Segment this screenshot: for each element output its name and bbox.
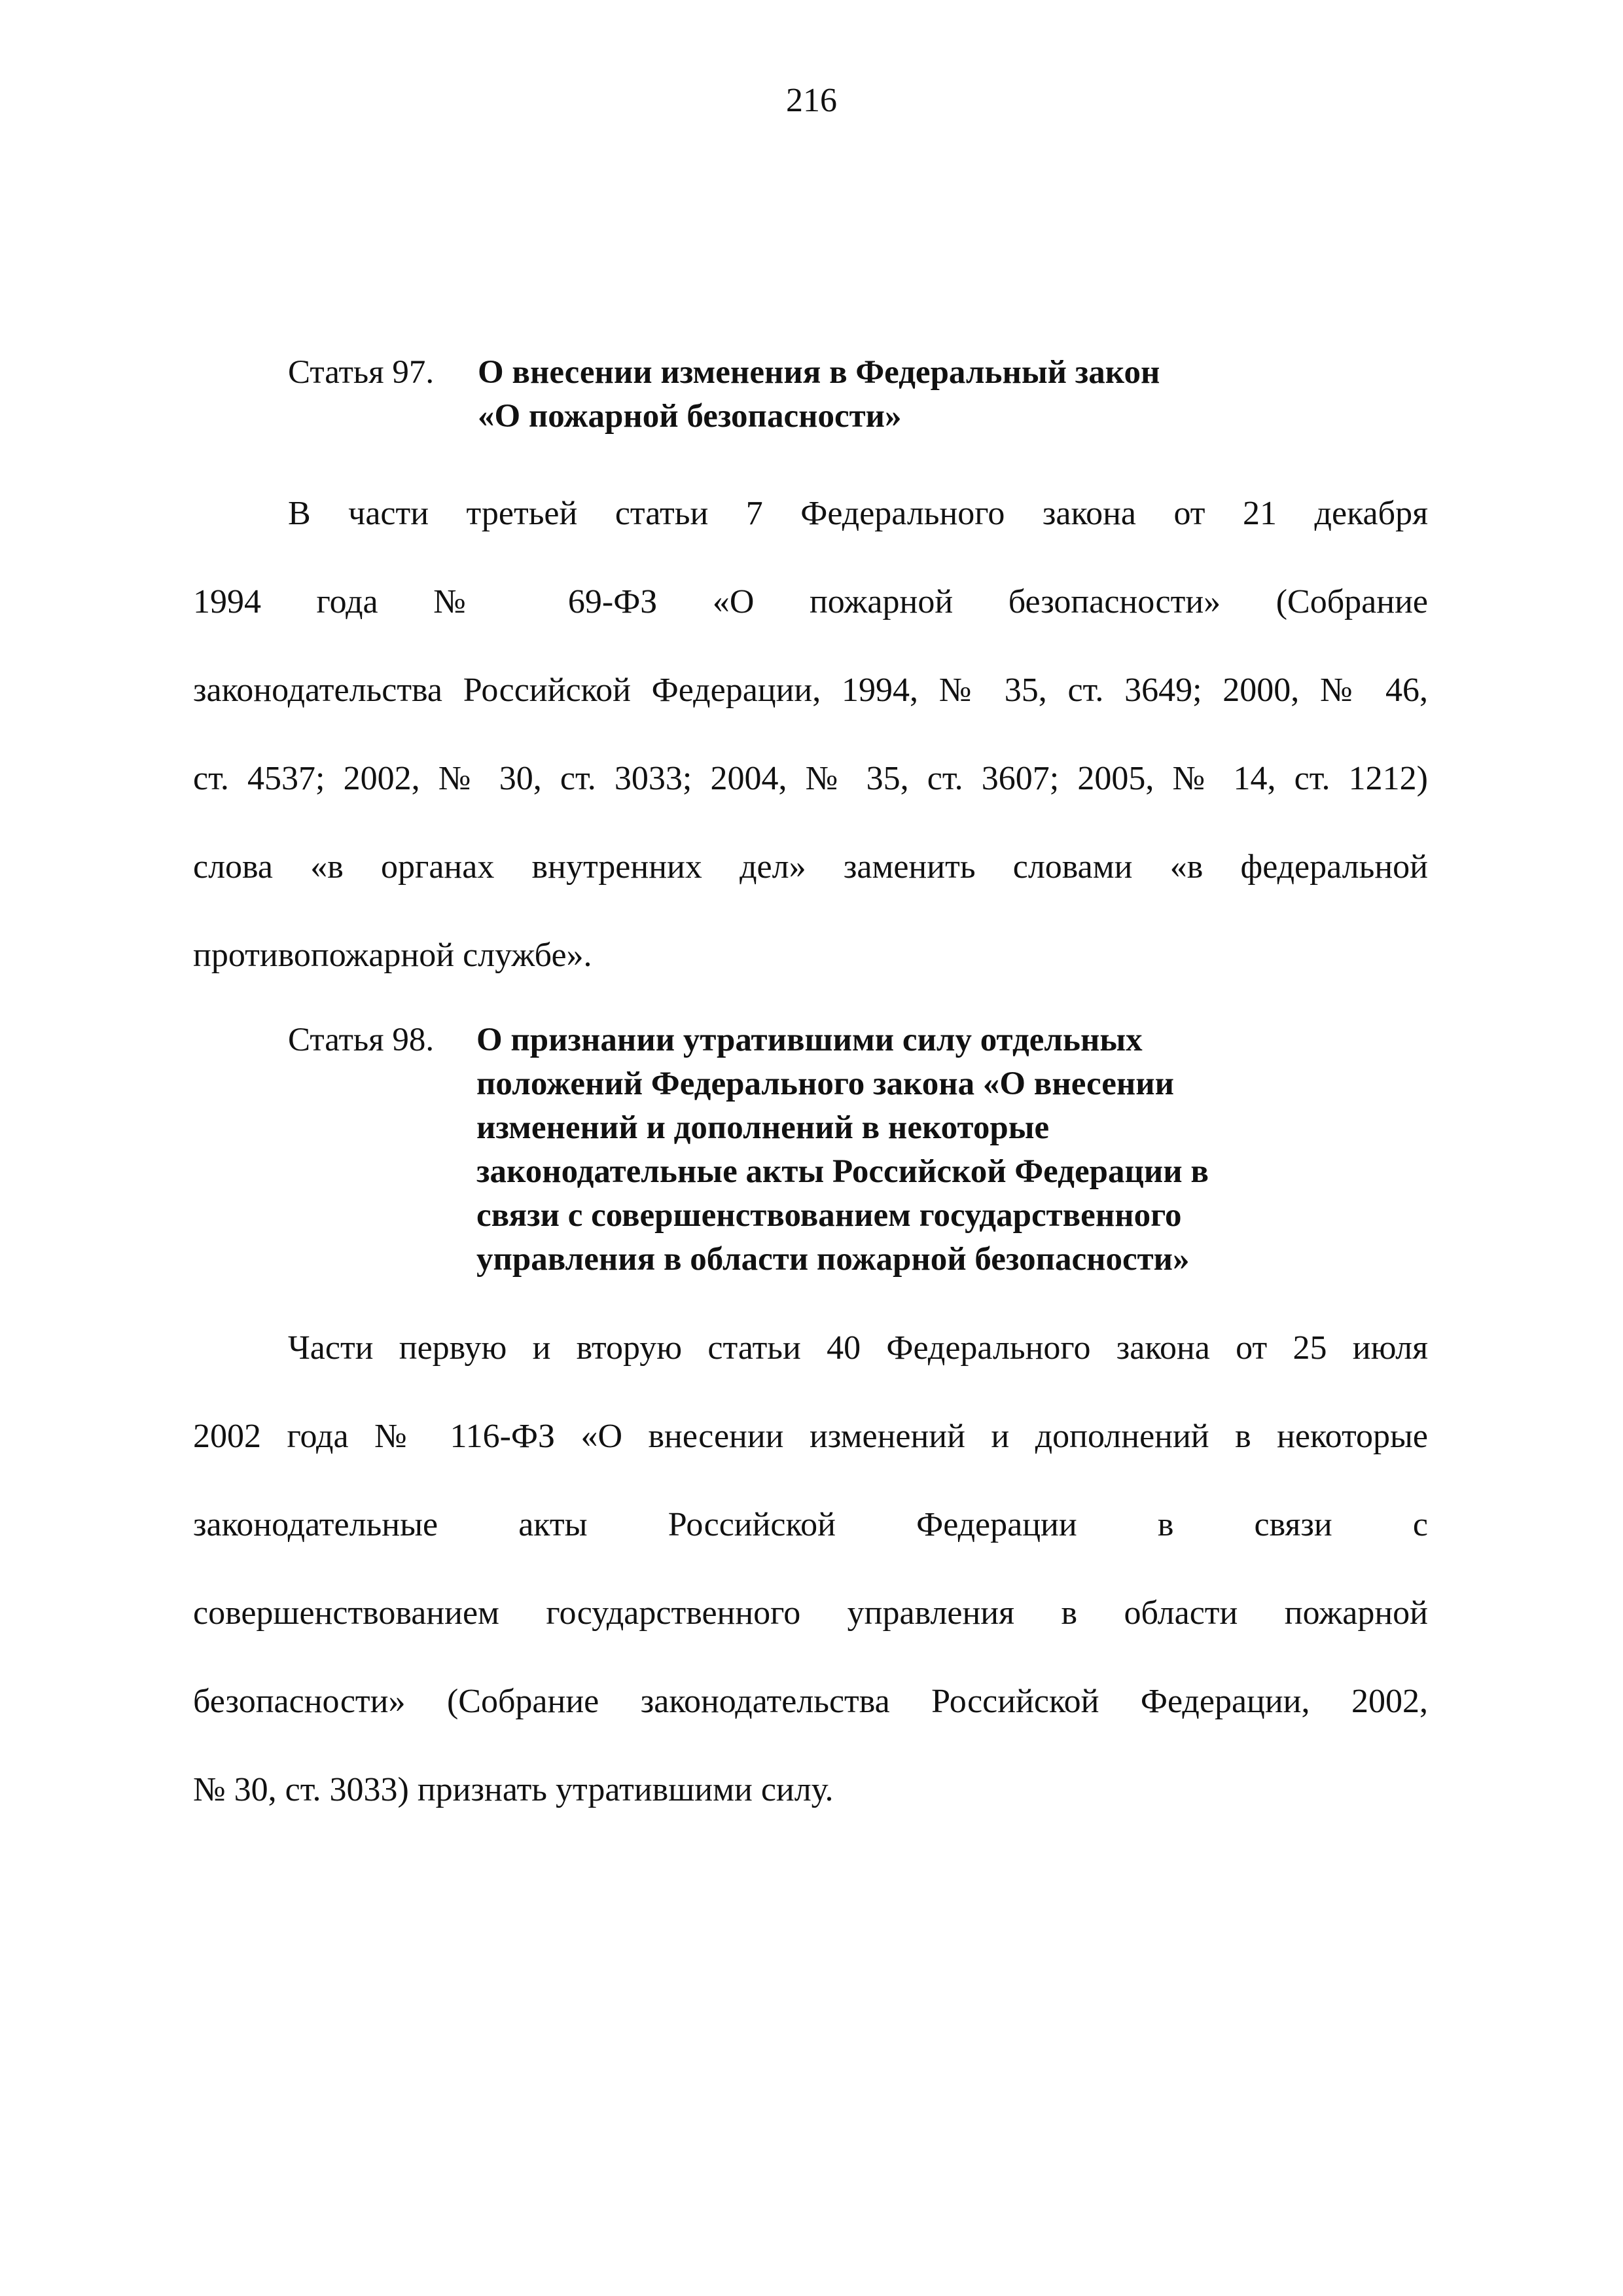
article-98-text-line: № 30, ст. 3033) признать утратившими силу. — [193, 1771, 834, 1808]
article-98-title-line: положений Федерального закона «О внесении — [476, 1066, 1175, 1102]
article-97-title — [478, 351, 1400, 439]
article-97-text-line: В части третьей статьи 7 Федерального закона от 21 декабря — [288, 495, 1428, 532]
article-98-title-line: О признании утратившими силу отдельных — [476, 1022, 1143, 1058]
article-98-title-line: управления в области пожарной безопасности» — [476, 1241, 1190, 1278]
article-97-text-line: законодательства Российской Федерации, 1994, № 35, ст. 3649; 2000, № 46, — [193, 672, 1428, 709]
article-98-title-line: законодательные акты Российской Федерации в — [476, 1153, 1209, 1190]
article-97-text-line: слова «в органах внутренних дел» заменить словами «в федеральной — [193, 848, 1428, 886]
page-number: 216 — [786, 82, 837, 119]
article-97-title-line: «О пожарной безопасности» — [478, 398, 902, 435]
article-98-text-line: Части первую и вторую статьи 40 Федерального закона от 25 июля — [288, 1329, 1428, 1367]
article-97-heading — [288, 351, 1400, 439]
article-98-title-line: связи с совершенствованием государственного — [476, 1197, 1182, 1234]
article-98-heading — [288, 1018, 1400, 1282]
article-97-text-line: 1994 года № 69-ФЗ «О пожарной безопасности» (Собрание — [193, 583, 1428, 620]
article-98-text-line: 2002 года № 116-ФЗ «О внесении изменений и дополнений в некоторые — [193, 1418, 1428, 1455]
article-98-text-line: совершенствованием государственного управления в области пожарной — [193, 1594, 1428, 1632]
article-98-label: Статья 98. — [288, 1022, 435, 1058]
article-97-text-line: противопожарной службе». — [193, 937, 592, 974]
article-98-text-line: законодательные акты Российской Федерации в связи с — [193, 1506, 1428, 1543]
article-98-title — [476, 1018, 1400, 1282]
article-97-title-line: О внесении изменения в Федеральный закон — [478, 354, 1160, 391]
article-98-title-line: изменений и дополнений в некоторые — [476, 1109, 1050, 1146]
article-98-text-line: безопасности» (Собрание законодательства Российской Федерации, 2002, — [193, 1683, 1428, 1720]
article-97-label: Статья 97. — [288, 354, 435, 391]
article-97-text-line: ст. 4537; 2002, № 30, ст. 3033; 2004, № 35, ст. 3607; 2005, № 14, ст. 1212) — [193, 760, 1428, 797]
